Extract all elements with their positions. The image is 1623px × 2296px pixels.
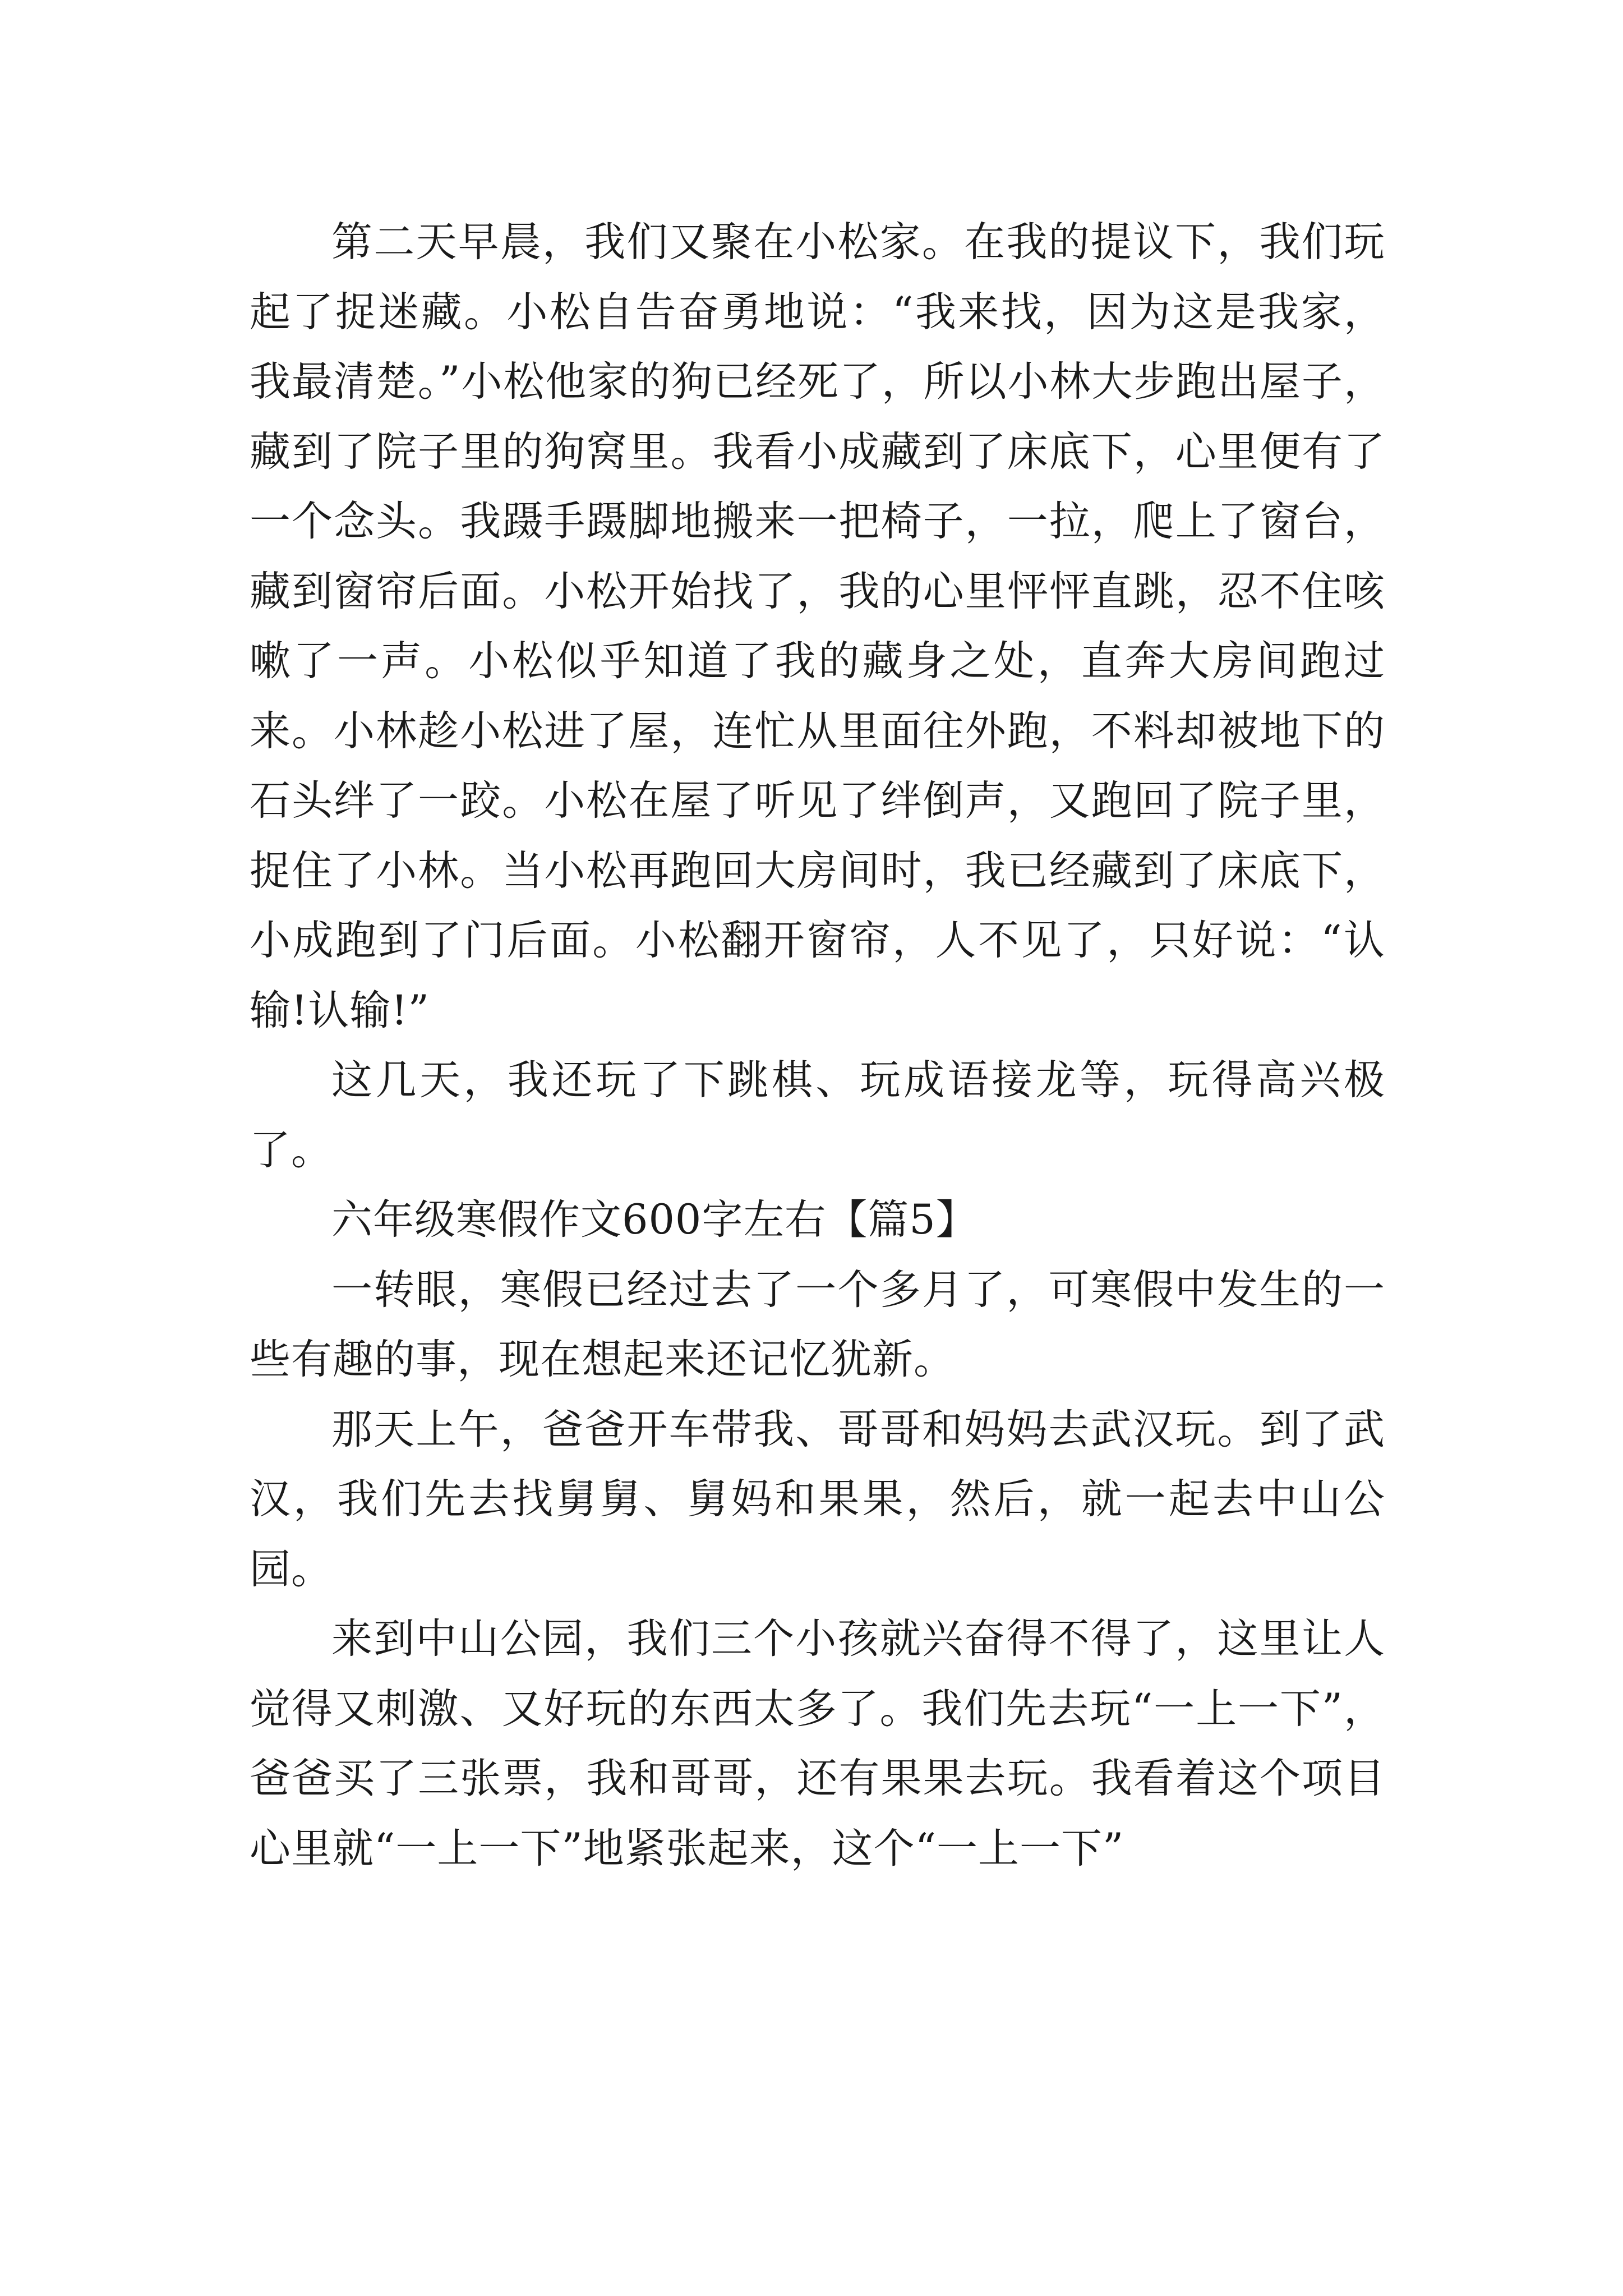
paragraph-intro: 一转眼，寒假已经过去了一个多月了，可寒假中发生的一些有趣的事，现在想起来还记忆犹新。 [250,1266,1385,1383]
paragraph-trip-wuhan: 那天上午，爸爸开车带我、哥哥和妈妈去武汉玩。到了武汉，我们先去找舅舅、舅妈和果果，然后，就一起去中山公园。 [250,1405,1385,1593]
paragraph-zhongshan-park: 来到中山公园，我们三个小孩就兴奋得不得了，这里让人觉得又刺激、又好玩的东西太多了。我们先去玩“一上一下”，爸爸买了三张票，我和哥哥，还有果果去玩。我看着这个项目心里就“一上一下”地紧张起来，这个“一上一下” [250,1615,1385,1872]
document-body [250,208,1385,1884]
paragraph-hide-and-seek: 第二天早晨，我们又聚在小松家。在我的提议下，我们玩起了捉迷藏。小松自告奋勇地说：“我来找，因为这是我家，我最清楚。”小松他家的狗已经死了，所以小林大步跑出屋子，藏到了院子里的狗窝里。我看小成藏到了床底下，心里便有了一个念头。我蹑手蹑脚地搬来一把椅子，一拉，爬上了窗台，藏到窗帘后面。小松开始找了，我的心里怦怦直跳，忍不住咳嗽了一声。小松似乎知道了我的藏身之处，直奔大房间跑过来。小林趁小松进了屋，连忙从里面往外跑，不料却被地下的石头绊了一跤。小松在屋了听见了绊倒声，又跑回了院子里，捉住了小林。当小松再跑回大房间时，我已经藏到了床底下，小成跑到了门后面。小松翻开窗帘，人不见了，只好说：“认输!认输!” [250,218,1385,1034]
paragraph-holiday-fun: 这几天，我还玩了下跳棋、玩成语接龙等，玩得高兴极了。 [250,1056,1385,1174]
section-heading: 六年级寒假作文600字左右【篇5】 [331,1196,978,1244]
